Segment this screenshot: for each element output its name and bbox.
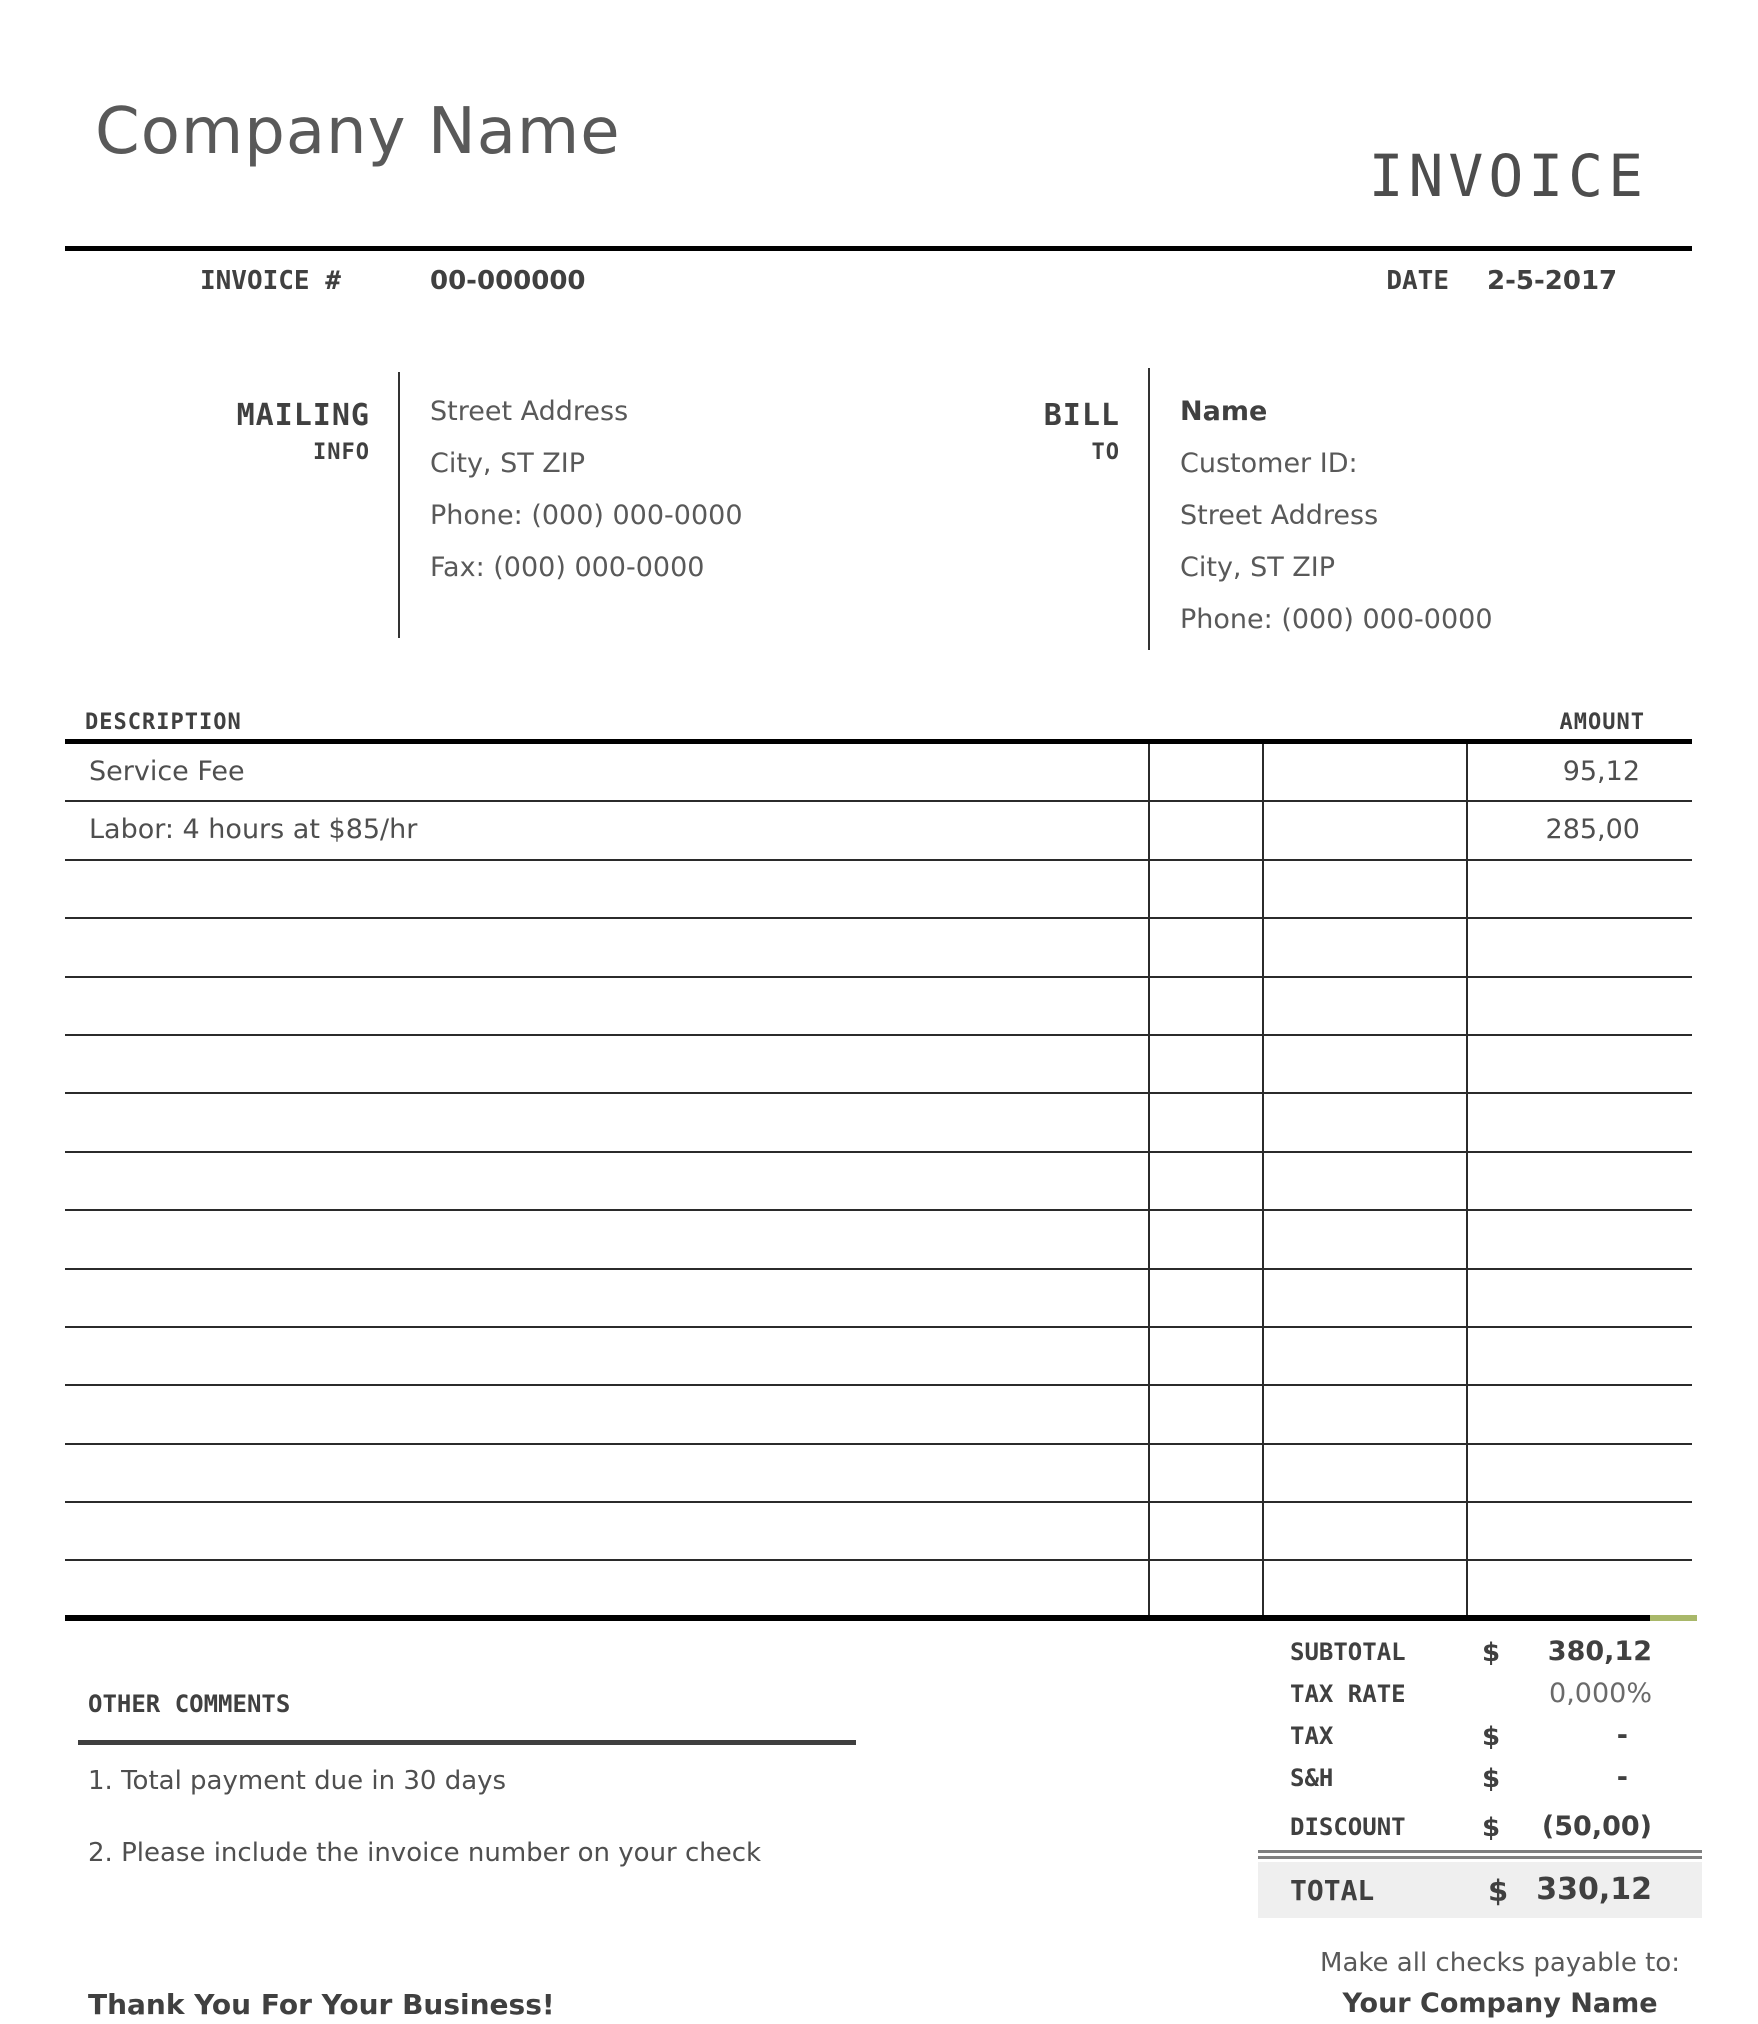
table-row-empty: [65, 1561, 1692, 1619]
comments-item: 2. Please include the invoice number on your check: [88, 1838, 762, 1868]
row-amount: 285,00: [1545, 814, 1640, 846]
mailing-city: City, ST ZIP: [430, 448, 586, 479]
thank-you-text: Thank You For Your Business!: [88, 1988, 555, 2021]
tax-rate-value: 0,000%: [1549, 1678, 1652, 1709]
table-row-empty: [65, 1153, 1692, 1211]
sh-value: -: [1616, 1762, 1628, 1793]
invoice-number-label: INVOICE #: [200, 266, 341, 296]
discount-label: DISCOUNT: [1290, 1813, 1406, 1841]
checks-payable-text: Make all checks payable to:: [1320, 1948, 1680, 1978]
table-row-empty: [65, 1503, 1692, 1561]
billto-label: BILL: [1043, 398, 1120, 433]
table-row-empty: [65, 978, 1692, 1036]
header-rule: [65, 246, 1692, 251]
total-label: TOTAL: [1290, 1874, 1375, 1907]
description-header: DESCRIPTION: [85, 710, 242, 735]
table-row-empty: [65, 861, 1692, 919]
subtotal-label: SUBTOTAL: [1290, 1638, 1406, 1666]
comments-rule: [78, 1740, 856, 1745]
tax-label: TAX: [1290, 1722, 1334, 1750]
amount-header: AMOUNT: [1559, 710, 1645, 735]
table-row-empty: [65, 919, 1692, 977]
items-table: [65, 744, 1692, 1620]
table-row-empty: [65, 1211, 1692, 1269]
payable-company-name: Your Company Name: [1342, 1988, 1658, 2019]
mailing-street: Street Address: [430, 396, 629, 427]
billto-customer-id: Customer ID:: [1180, 448, 1358, 479]
date-value: 2-5-2017: [1487, 266, 1618, 296]
subtotal-currency: $: [1482, 1638, 1501, 1668]
billto-name: Name: [1180, 396, 1268, 427]
billto-divider: [1148, 368, 1150, 650]
table-row-empty: [65, 1036, 1692, 1094]
row-description: Service Fee: [89, 756, 245, 787]
mailing-divider: [398, 372, 400, 638]
table-row: [65, 744, 1692, 802]
mailing-phone: Phone: (000) 000-0000: [430, 500, 743, 531]
row-description: Labor: 4 hours at $85/hr: [89, 814, 418, 846]
row-amount: 95,12: [1562, 756, 1640, 787]
tax-value: -: [1616, 1720, 1628, 1751]
mailing-label: MAILING: [236, 398, 370, 433]
table-row-empty: [65, 1445, 1692, 1503]
total-value: 330,12: [1536, 1872, 1652, 1907]
mailing-label-2: INFO: [313, 440, 370, 465]
discount-currency: $: [1482, 1813, 1501, 1843]
table-bottom-rule: [65, 1615, 1650, 1621]
company-name: Company Name: [95, 95, 621, 169]
total-currency: $: [1488, 1874, 1509, 1908]
billto-street: Street Address: [1180, 500, 1379, 531]
invoice-number-value: 00-000000: [430, 266, 586, 296]
sh-currency: $: [1482, 1764, 1501, 1794]
total-double-rule: [1258, 1856, 1702, 1859]
mailing-fax: Fax: (000) 000-0000: [430, 552, 705, 583]
comments-title: OTHER COMMENTS: [88, 1690, 291, 1718]
subtotal-value: 380,12: [1547, 1636, 1652, 1667]
table-bottom-accent: [1650, 1615, 1697, 1621]
table-row-empty: [65, 1094, 1692, 1152]
discount-value: (50,00): [1541, 1811, 1652, 1842]
tax-rate-label: TAX RATE: [1290, 1680, 1406, 1708]
table-row-empty: [65, 1386, 1692, 1444]
billto-city: City, ST ZIP: [1180, 552, 1336, 583]
table-row: [65, 802, 1692, 860]
table-row-empty: [65, 1328, 1692, 1386]
tax-currency: $: [1482, 1722, 1501, 1752]
invoice-title: INVOICE: [1368, 142, 1648, 210]
billto-label-2: TO: [1091, 440, 1120, 465]
total-double-rule: [1258, 1850, 1702, 1853]
comments-item: 1. Total payment due in 30 days: [88, 1766, 507, 1796]
billto-phone: Phone: (000) 000-0000: [1180, 604, 1493, 635]
table-row-empty: [65, 1270, 1692, 1328]
sh-label: S&H: [1290, 1764, 1334, 1792]
date-label: DATE: [1386, 266, 1449, 296]
